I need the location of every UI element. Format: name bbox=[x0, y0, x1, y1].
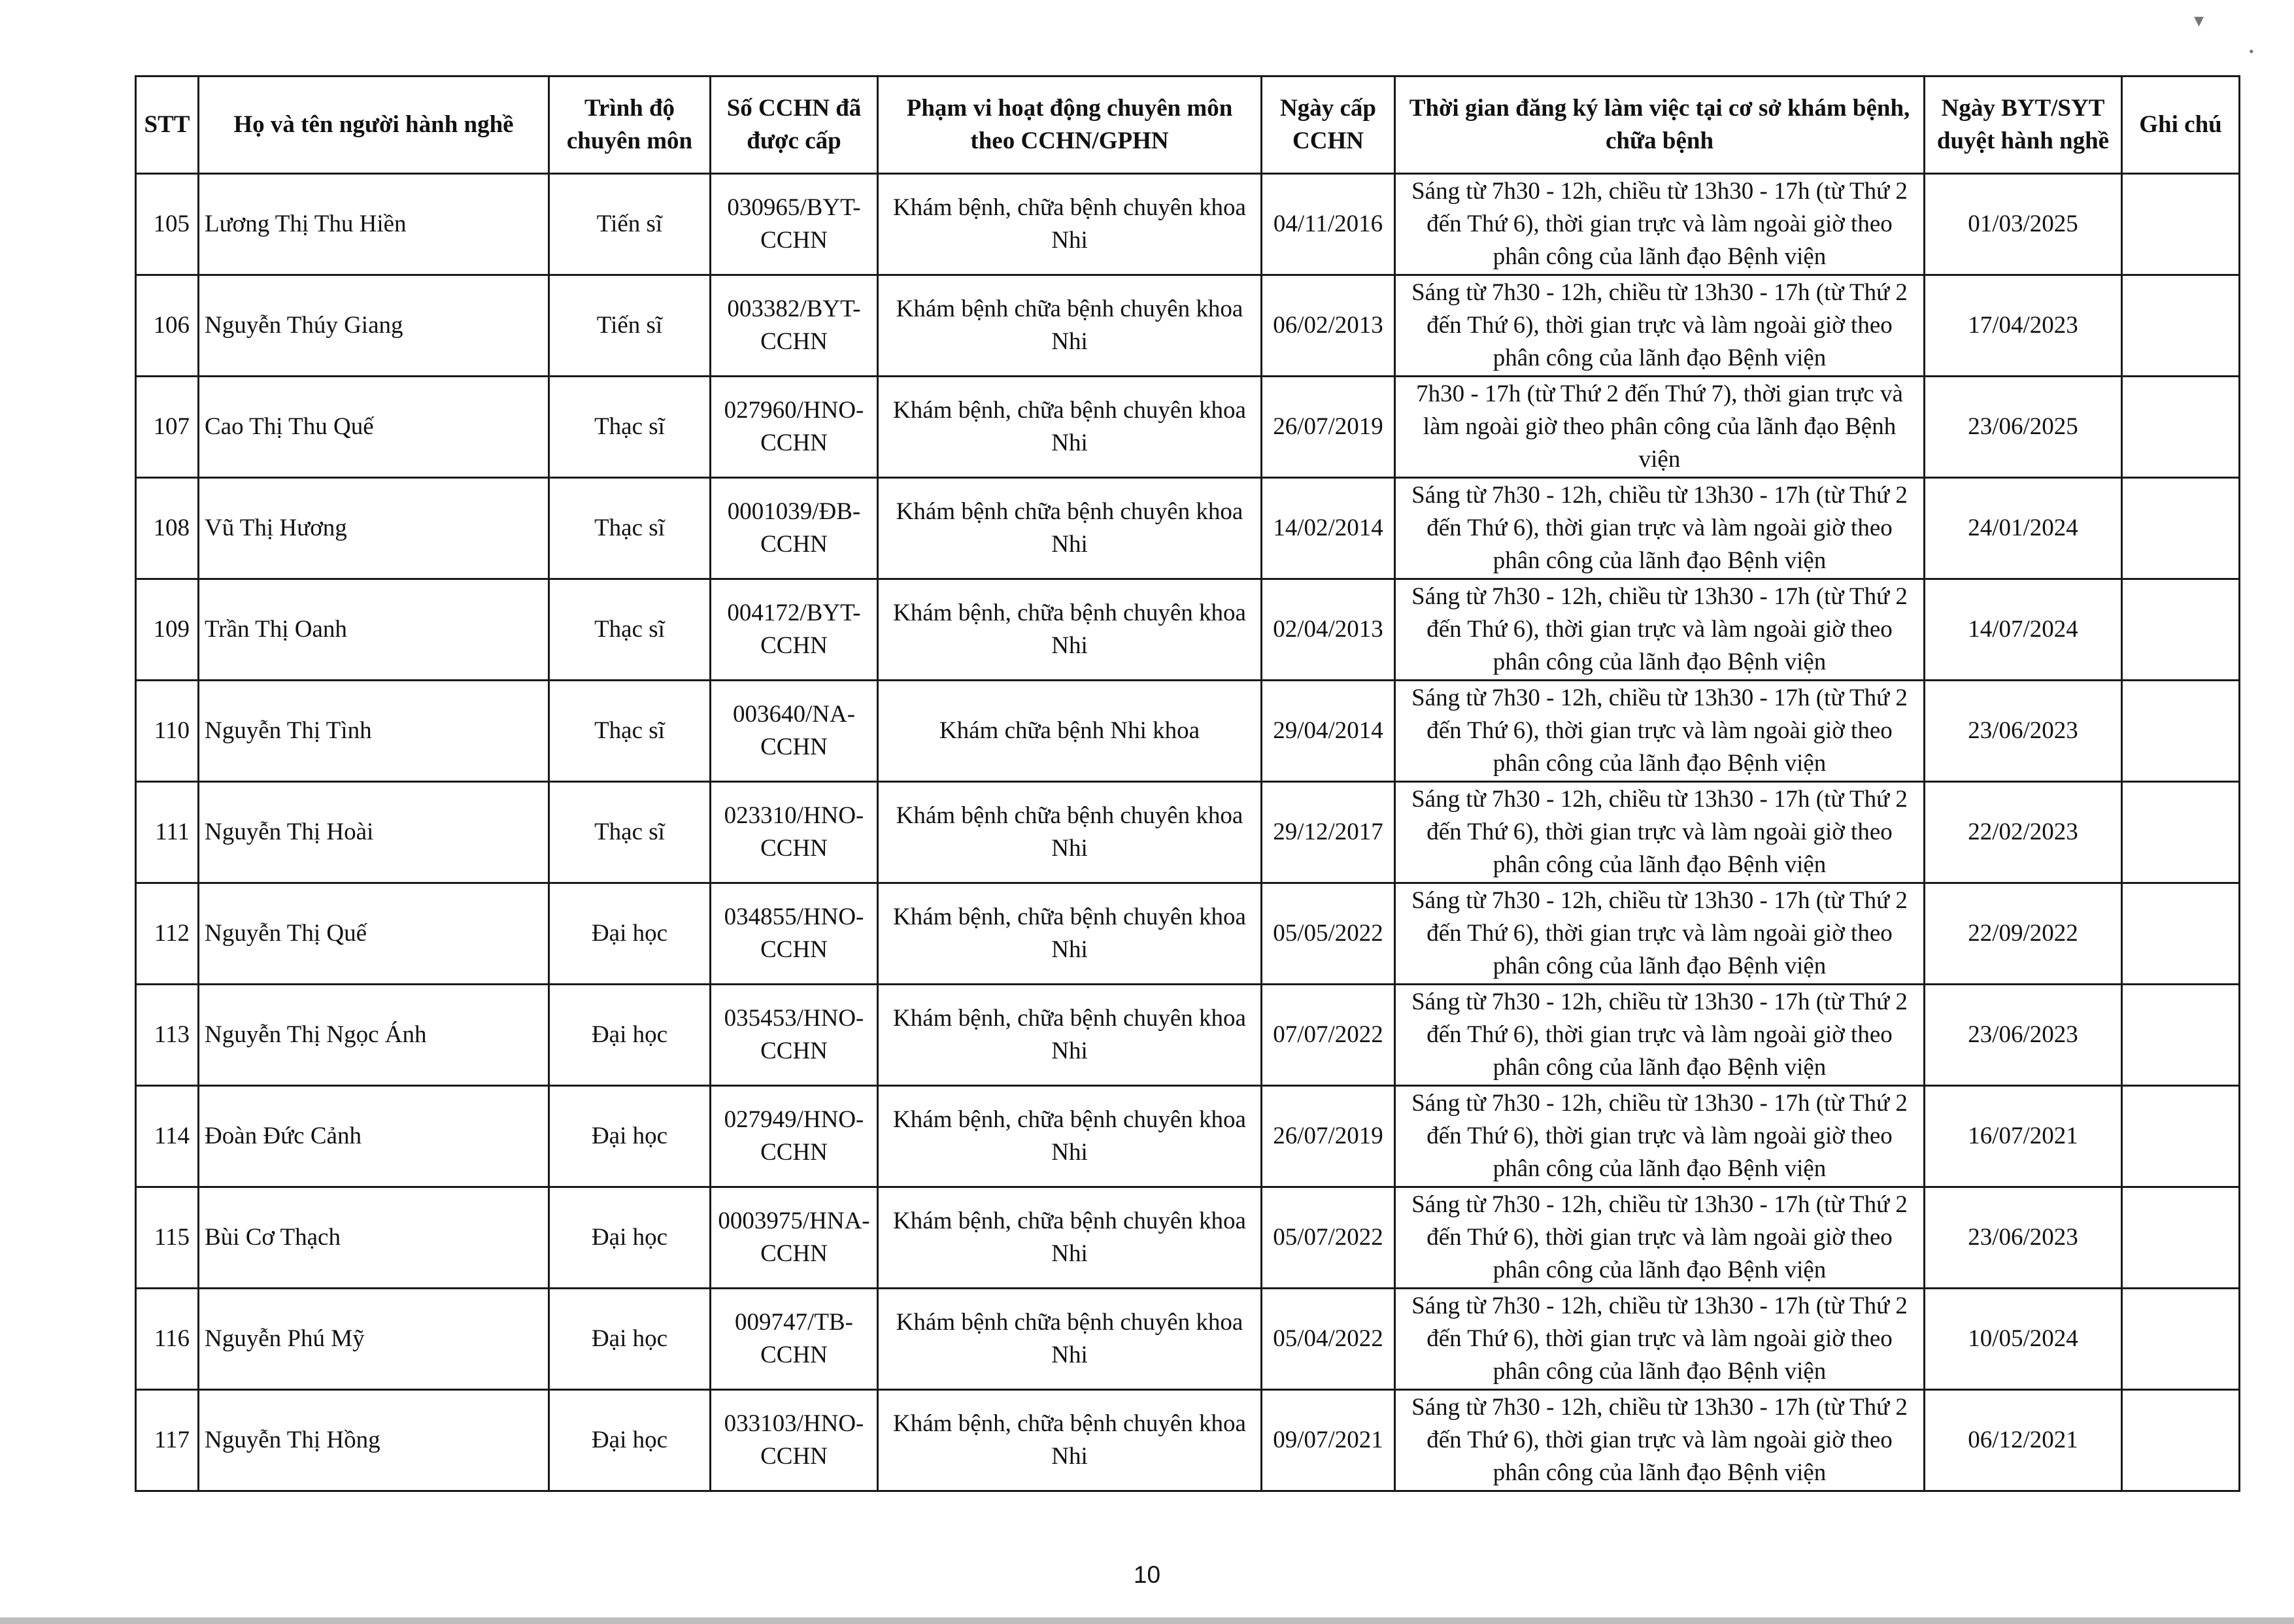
cell-schedule: Sáng từ 7h30 - 12h, chiều từ 13h30 - 17h (từ Thứ 2 đến Thứ 6), thời gian trực và làm ngoài giờ theo phân công của lãnh đạo Bệnh viện bbox=[1395, 478, 1925, 579]
table-row bbox=[136, 681, 2240, 782]
cell-issued: 26/07/2019 bbox=[1262, 377, 1395, 478]
table-row bbox=[136, 1289, 2240, 1390]
practitioner-table bbox=[135, 75, 2240, 1492]
cell-name: Cao Thị Thu Quế bbox=[199, 377, 549, 478]
cell-issued: 05/05/2022 bbox=[1262, 883, 1395, 985]
cell-name: Nguyễn Thị Hồng bbox=[199, 1390, 549, 1491]
cell-approved: 10/05/2024 bbox=[1925, 1289, 2122, 1390]
header-name: Họ và tên người hành nghề bbox=[199, 76, 549, 174]
cell-approved: 24/01/2024 bbox=[1925, 478, 2122, 579]
cell-issued: 29/12/2017 bbox=[1262, 782, 1395, 883]
cell-stt: 112 bbox=[136, 883, 199, 985]
bottom-edge bbox=[0, 1617, 2294, 1624]
cell-issued: 06/02/2013 bbox=[1262, 275, 1395, 377]
header-level: Trình độ chuyên môn bbox=[549, 76, 711, 174]
cell-cchn: 009747/TB-CCHN bbox=[711, 1289, 878, 1390]
table-row bbox=[136, 377, 2240, 478]
cell-cchn: 023310/HNO-CCHN bbox=[711, 782, 878, 883]
cell-scope: Khám bệnh chữa bệnh chuyên khoa Nhi bbox=[878, 782, 1262, 883]
cell-issued: 05/04/2022 bbox=[1262, 1289, 1395, 1390]
cell-schedule: Sáng từ 7h30 - 12h, chiều từ 13h30 - 17h (từ Thứ 2 đến Thứ 6), thời gian trực và làm ngoài giờ theo phân công của lãnh đạo Bệnh viện bbox=[1395, 782, 1925, 883]
cell-issued: 02/04/2013 bbox=[1262, 579, 1395, 681]
table-row bbox=[136, 174, 2240, 275]
cell-stt: 115 bbox=[136, 1187, 199, 1289]
cell-stt: 105 bbox=[136, 174, 199, 275]
cell-schedule: Sáng từ 7h30 - 12h, chiều từ 13h30 - 17h (từ Thứ 2 đến Thứ 6), thời gian trực và làm ngoài giờ theo phân công của lãnh đạo Bệnh viện bbox=[1395, 275, 1925, 377]
table-row bbox=[136, 1187, 2240, 1289]
cell-schedule: 7h30 - 17h (từ Thứ 2 đến Thứ 7), thời gian trực và làm ngoài giờ theo phân công của lãnh đạo Bệnh viện bbox=[1395, 377, 1925, 478]
cell-stt: 110 bbox=[136, 681, 199, 782]
cell-scope: Khám bệnh, chữa bệnh chuyên khoa Nhi bbox=[878, 1187, 1262, 1289]
cell-approved: 14/07/2024 bbox=[1925, 579, 2122, 681]
cell-level: Thạc sĩ bbox=[549, 782, 711, 883]
cell-approved: 22/09/2022 bbox=[1925, 883, 2122, 985]
cell-note bbox=[2122, 478, 2240, 579]
cell-stt: 114 bbox=[136, 1086, 199, 1187]
cell-cchn: 0001039/ĐB-CCHN bbox=[711, 478, 878, 579]
cell-note bbox=[2122, 883, 2240, 985]
cell-cchn: 027949/HNO-CCHN bbox=[711, 1086, 878, 1187]
cell-scope: Khám bệnh, chữa bệnh chuyên khoa Nhi bbox=[878, 174, 1262, 275]
cell-stt: 117 bbox=[136, 1390, 199, 1491]
cell-note bbox=[2122, 1390, 2240, 1491]
cell-stt: 113 bbox=[136, 985, 199, 1086]
cell-schedule: Sáng từ 7h30 - 12h, chiều từ 13h30 - 17h (từ Thứ 2 đến Thứ 6), thời gian trực và làm ngoài giờ theo phân công của lãnh đạo Bệnh viện bbox=[1395, 883, 1925, 985]
cell-level: Thạc sĩ bbox=[549, 579, 711, 681]
cell-stt: 111 bbox=[136, 782, 199, 883]
cell-cchn: 027960/HNO-CCHN bbox=[711, 377, 878, 478]
cell-cchn: 035453/HNO-CCHN bbox=[711, 985, 878, 1086]
cell-name: Nguyễn Thị Tình bbox=[199, 681, 549, 782]
cell-schedule: Sáng từ 7h30 - 12h, chiều từ 13h30 - 17h (từ Thứ 2 đến Thứ 6), thời gian trực và làm ngoài giờ theo phân công của lãnh đạo Bệnh viện bbox=[1395, 579, 1925, 681]
cell-name: Đoàn Đức Cảnh bbox=[199, 1086, 549, 1187]
cell-note bbox=[2122, 1187, 2240, 1289]
cell-cchn: 004172/BYT-CCHN bbox=[711, 579, 878, 681]
cell-approved: 23/06/2023 bbox=[1925, 681, 2122, 782]
cell-stt: 109 bbox=[136, 579, 199, 681]
cell-stt: 106 bbox=[136, 275, 199, 377]
table-row bbox=[136, 782, 2240, 883]
cell-note bbox=[2122, 275, 2240, 377]
page-number: 10 bbox=[1133, 1561, 1161, 1588]
cell-issued: 29/04/2014 bbox=[1262, 681, 1395, 782]
cell-scope: Khám bệnh, chữa bệnh chuyên khoa Nhi bbox=[878, 1086, 1262, 1187]
cell-level: Đại học bbox=[549, 985, 711, 1086]
table-row bbox=[136, 883, 2240, 985]
cell-level: Tiến sĩ bbox=[549, 174, 711, 275]
cell-scope: Khám bệnh, chữa bệnh chuyên khoa Nhi bbox=[878, 883, 1262, 985]
cell-cchn: 003640/NA-CCHN bbox=[711, 681, 878, 782]
cell-approved: 16/07/2021 bbox=[1925, 1086, 2122, 1187]
cell-note bbox=[2122, 579, 2240, 681]
cell-cchn: 0003975/HNA-CCHN bbox=[711, 1187, 878, 1289]
cell-note bbox=[2122, 1086, 2240, 1187]
cell-note bbox=[2122, 681, 2240, 782]
cell-level: Tiến sĩ bbox=[549, 275, 711, 377]
table-header-row bbox=[136, 76, 2240, 174]
scan-speck: ▾ bbox=[2194, 10, 2204, 31]
cell-scope: Khám chữa bệnh Nhi khoa bbox=[878, 681, 1262, 782]
cell-approved: 01/03/2025 bbox=[1925, 174, 2122, 275]
cell-level: Thạc sĩ bbox=[549, 377, 711, 478]
cell-issued: 07/07/2022 bbox=[1262, 985, 1395, 1086]
cell-cchn: 033103/HNO-CCHN bbox=[711, 1390, 878, 1491]
cell-scope: Khám bệnh chữa bệnh chuyên khoa Nhi bbox=[878, 1289, 1262, 1390]
cell-level: Thạc sĩ bbox=[549, 478, 711, 579]
cell-approved: 23/06/2023 bbox=[1925, 985, 2122, 1086]
table-row bbox=[136, 1086, 2240, 1187]
cell-stt: 107 bbox=[136, 377, 199, 478]
cell-cchn: 030965/BYT-CCHN bbox=[711, 174, 878, 275]
table-row bbox=[136, 985, 2240, 1086]
header-approved: Ngày BYT/SYT duyệt hành nghề bbox=[1925, 76, 2122, 174]
header-note: Ghi chú bbox=[2122, 76, 2240, 174]
cell-cchn: 003382/BYT-CCHN bbox=[711, 275, 878, 377]
cell-schedule: Sáng từ 7h30 - 12h, chiều từ 13h30 - 17h (từ Thứ 2 đến Thứ 6), thời gian trực và làm ngoài giờ theo phân công của lãnh đạo Bệnh viện bbox=[1395, 985, 1925, 1086]
cell-note bbox=[2122, 377, 2240, 478]
cell-approved: 06/12/2021 bbox=[1925, 1390, 2122, 1491]
cell-level: Thạc sĩ bbox=[549, 681, 711, 782]
cell-issued: 05/07/2022 bbox=[1262, 1187, 1395, 1289]
cell-schedule: Sáng từ 7h30 - 12h, chiều từ 13h30 - 17h (từ Thứ 2 đến Thứ 6), thời gian trực và làm ngoài giờ theo phân công của lãnh đạo Bệnh viện bbox=[1395, 1289, 1925, 1390]
cell-name: Nguyễn Phú Mỹ bbox=[199, 1289, 549, 1390]
cell-name: Trần Thị Oanh bbox=[199, 579, 549, 681]
table-row bbox=[136, 478, 2240, 579]
cell-approved: 23/06/2023 bbox=[1925, 1187, 2122, 1289]
cell-level: Đại học bbox=[549, 1289, 711, 1390]
cell-note bbox=[2122, 174, 2240, 275]
cell-approved: 23/06/2025 bbox=[1925, 377, 2122, 478]
cell-scope: Khám bệnh chữa bệnh chuyên khoa Nhi bbox=[878, 478, 1262, 579]
cell-stt: 116 bbox=[136, 1289, 199, 1390]
header-stt: STT bbox=[136, 76, 199, 174]
cell-scope: Khám bệnh, chữa bệnh chuyên khoa Nhi bbox=[878, 377, 1262, 478]
cell-note bbox=[2122, 1289, 2240, 1390]
cell-stt: 108 bbox=[136, 478, 199, 579]
cell-name: Nguyễn Thị Ngọc Ánh bbox=[199, 985, 549, 1086]
cell-name: Nguyễn Thúy Giang bbox=[199, 275, 549, 377]
header-cchn: Số CCHN đã được cấp bbox=[711, 76, 878, 174]
table-row bbox=[136, 1390, 2240, 1491]
cell-level: Đại học bbox=[549, 883, 711, 985]
cell-level: Đại học bbox=[549, 1390, 711, 1491]
cell-schedule: Sáng từ 7h30 - 12h, chiều từ 13h30 - 17h (từ Thứ 2 đến Thứ 6), thời gian trực và làm ngoài giờ theo phân công của lãnh đạo Bệnh viện bbox=[1395, 681, 1925, 782]
header-scope: Phạm vi hoạt động chuyên môn theo CCHN/GPHN bbox=[878, 76, 1262, 174]
cell-note bbox=[2122, 985, 2240, 1086]
cell-name: Nguyễn Thị Quế bbox=[199, 883, 549, 985]
cell-scope: Khám bệnh, chữa bệnh chuyên khoa Nhi bbox=[878, 579, 1262, 681]
cell-scope: Khám bệnh, chữa bệnh chuyên khoa Nhi bbox=[878, 985, 1262, 1086]
cell-issued: 09/07/2021 bbox=[1262, 1390, 1395, 1491]
cell-schedule: Sáng từ 7h30 - 12h, chiều từ 13h30 - 17h (từ Thứ 2 đến Thứ 6), thời gian trực và làm ngoài giờ theo phân công của lãnh đạo Bệnh viện bbox=[1395, 1086, 1925, 1187]
cell-schedule: Sáng từ 7h30 - 12h, chiều từ 13h30 - 17h (từ Thứ 2 đến Thứ 6), thời gian trực và làm ngoài giờ theo phân công của lãnh đạo Bệnh viện bbox=[1395, 1187, 1925, 1289]
cell-note bbox=[2122, 782, 2240, 883]
cell-issued: 04/11/2016 bbox=[1262, 174, 1395, 275]
cell-level: Đại học bbox=[549, 1187, 711, 1289]
scan-speck: • bbox=[2249, 43, 2254, 59]
cell-issued: 14/02/2014 bbox=[1262, 478, 1395, 579]
cell-scope: Khám bệnh chữa bệnh chuyên khoa Nhi bbox=[878, 275, 1262, 377]
cell-name: Vũ Thị Hương bbox=[199, 478, 549, 579]
table-row bbox=[136, 275, 2240, 377]
cell-scope: Khám bệnh, chữa bệnh chuyên khoa Nhi bbox=[878, 1390, 1262, 1491]
cell-level: Đại học bbox=[549, 1086, 711, 1187]
cell-cchn: 034855/HNO-CCHN bbox=[711, 883, 878, 985]
cell-name: Nguyễn Thị Hoài bbox=[199, 782, 549, 883]
cell-approved: 22/02/2023 bbox=[1925, 782, 2122, 883]
table-row bbox=[136, 579, 2240, 681]
cell-approved: 17/04/2023 bbox=[1925, 275, 2122, 377]
cell-issued: 26/07/2019 bbox=[1262, 1086, 1395, 1187]
header-issued: Ngày cấp CCHN bbox=[1262, 76, 1395, 174]
cell-name: Lương Thị Thu Hiền bbox=[199, 174, 549, 275]
cell-schedule: Sáng từ 7h30 - 12h, chiều từ 13h30 - 17h (từ Thứ 2 đến Thứ 6), thời gian trực và làm ngoài giờ theo phân công của lãnh đạo Bệnh viện bbox=[1395, 1390, 1925, 1491]
header-schedule: Thời gian đăng ký làm việc tại cơ sở khám bệnh, chữa bệnh bbox=[1395, 76, 1925, 174]
cell-name: Bùi Cơ Thạch bbox=[199, 1187, 549, 1289]
cell-schedule: Sáng từ 7h30 - 12h, chiều từ 13h30 - 17h (từ Thứ 2 đến Thứ 6), thời gian trực và làm ngoài giờ theo phân công của lãnh đạo Bệnh viện bbox=[1395, 174, 1925, 275]
